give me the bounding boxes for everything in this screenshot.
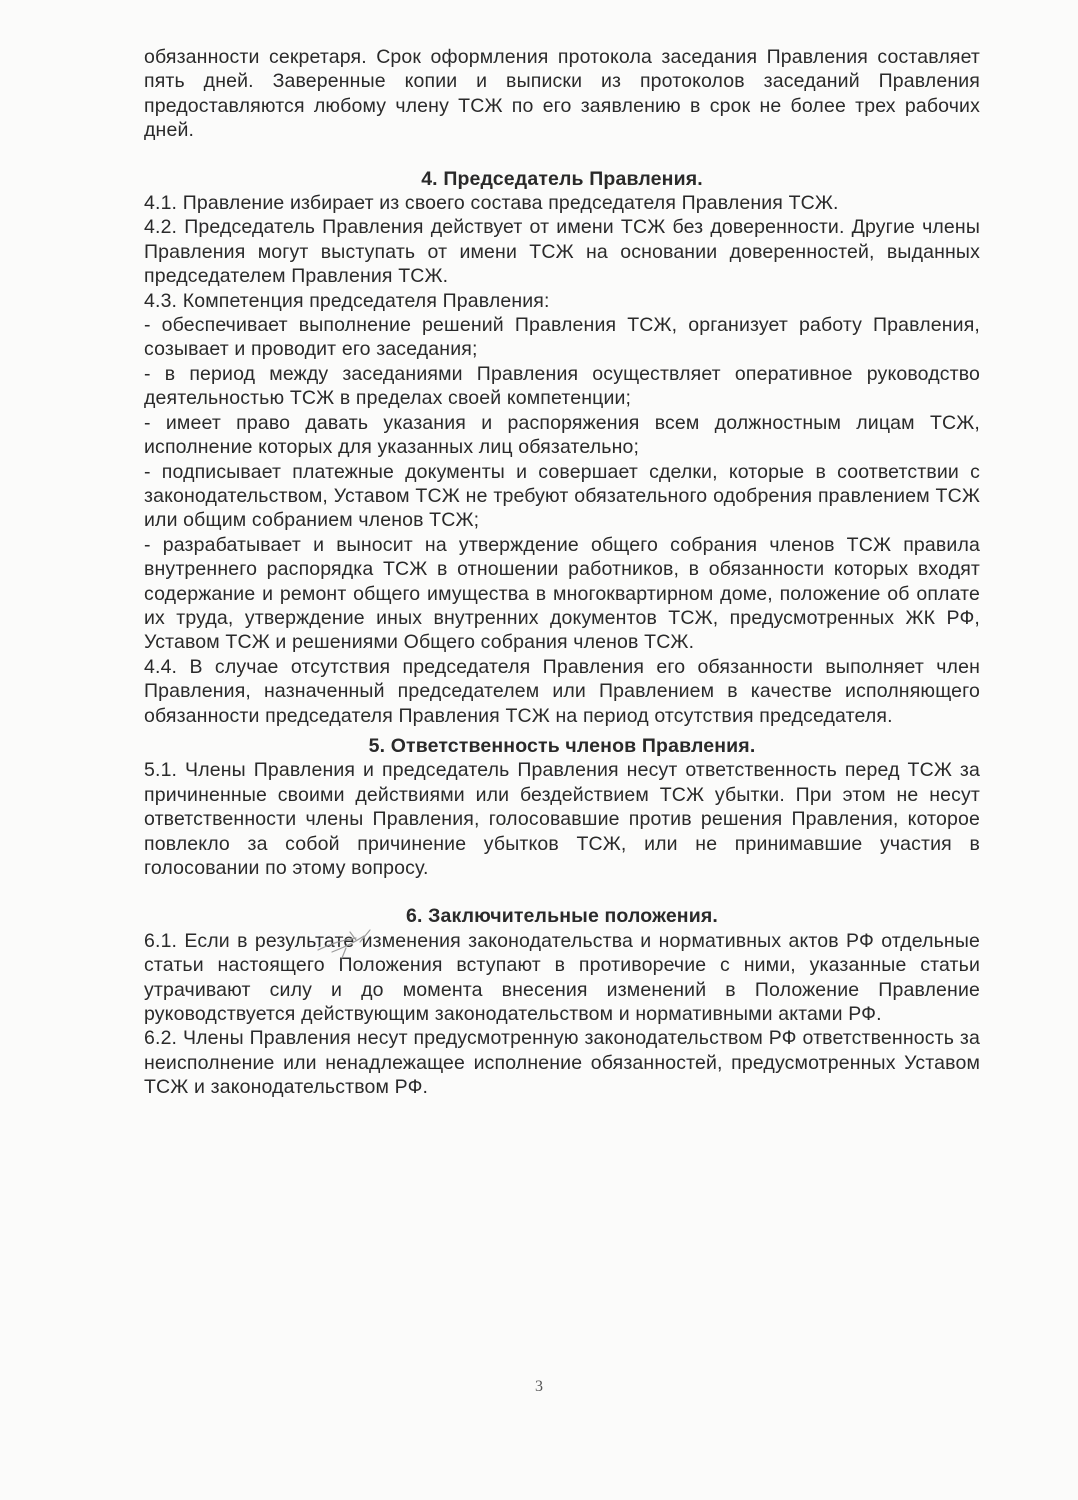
clause-4-3-item-4: - подписывает платежные документы и совершает сделки, которые в соответствии с законодательством, Уставом ТСЖ не требуют обязательного одобрения правлением ТСЖ или общим собранием членов ТСЖ; <box>144 460 980 532</box>
clause-4-4: 4.4. В случае отсутствия председателя Правления его обязанности выполняет член Правления, назначенный председателем или Правлением в качестве исполняющего обязанности председателя Правления ТСЖ на период отсутствия председателя. <box>144 655 980 727</box>
section-5-heading: 5. Ответственность членов Правления. <box>368 734 756 757</box>
page-number: 3 <box>535 1378 543 1395</box>
document-body <box>144 45 980 1100</box>
clause-4-3-item-5: - разрабатывает и выносит на утверждение общего собрания членов ТСЖ правила внутреннего распорядка ТСЖ в отношении работников, в обязанности которых входят содержание и ремонт общего имущества в многоквартирном доме, положение об оплате их труда, утверждение иных внутренних документов ТСЖ, предусмотренных ЖК РФ, Уставом ТСЖ и решениями Общего собрания членов ТСЖ. <box>144 533 980 654</box>
clause-6-1: 6.1. Если в результате изменения законодательства и нормативных актов РФ отдельные статьи настоящего Положения вступают в противоречие с ними, указанные статьи утрачивают силу и до момента внесения изменений в Положение Правление руководствуется действующим законодательством и нормативными актами РФ. <box>144 929 980 1026</box>
clause-4-1: 4.1. Правление избирает из своего состава председателя Правления ТСЖ. <box>144 192 839 215</box>
clause-5-1: 5.1. Члены Правления и председатель Правления несут ответственность перед ТСЖ за причиненные своими действиями или бездействием ТСЖ убытки. При этом не несут ответственности члены Правления, голосовавшие против решения Правления, которое повлекло за собой причинение убытков ТСЖ, или не принимавшие участия в голосовании по этому вопросу. <box>144 759 980 879</box>
clause-6-2: 6.2. Члены Правления несут предусмотренную законодательством РФ ответственность за неисполнение или ненадлежащее исполнение обязанностей, предусмотренных Уставом ТСЖ и законодательством РФ. <box>144 1027 980 1099</box>
section-6-heading: 6. Заключительные положения. <box>406 905 718 928</box>
pen-scribble-mark <box>312 922 392 966</box>
clause-4-3-item-2: - в период между заседаниями Правления осуществляет оперативное руководство деятельностью ТСЖ в пределах своей компетенции; <box>144 362 980 410</box>
clause-4-3: 4.3. Компетенция председателя Правления: <box>144 289 550 312</box>
section-4-heading: 4. Председатель Правления. <box>421 167 703 190</box>
clause-4-2: 4.2. Председатель Правления действует от имени ТСЖ без доверенности. Другие члены Правления могут выступать от имени ТСЖ на основании доверенностей, выданных председателем Правления ТСЖ. <box>144 216 980 288</box>
clause-4-3-item-1: - обеспечивает выполнение решений Правления ТСЖ, организует работу Правления, созывает и проводит его заседания; <box>144 314 980 361</box>
clause-4-3-item-3: - имеет право давать указания и распоряжения всем должностным лицам ТСЖ, исполнение которых для указанных лиц обязательно; <box>144 411 980 459</box>
intro-paragraph: обязанности секретаря. Срок оформления протокола заседания Правления составляет пять дней. Заверенные копии и выписки из протоколов заседаний Правления предоставляются любому члену ТСЖ по его заявлению в срок не более трех рабочих дней. <box>144 46 980 142</box>
